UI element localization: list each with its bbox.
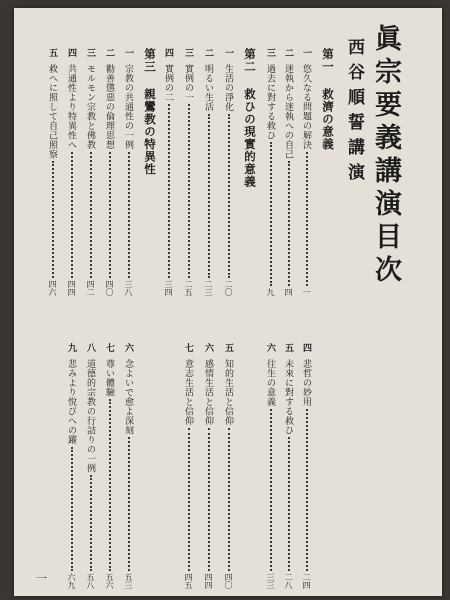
toc-entry: 二 勸善懲惡の倫理思想 四〇 — [104, 48, 114, 296]
toc-entry: 四 悲哲の妙用 二四 — [301, 343, 311, 589]
toc-entry: 三 過去に對する救ひ 九 — [265, 48, 275, 296]
toc-entry: 九 悲みより悅びへの躍 六九 — [66, 343, 76, 589]
toc-entry: 七 尊い體驗 五六 — [104, 343, 114, 589]
toc-entry: 六 念よいで愈よ深刻 五三 — [123, 343, 133, 589]
section-heading-1: 第一 救濟の意義 — [321, 48, 335, 151]
toc-entry: 五 未來に對する救ひ 二八 — [283, 343, 293, 589]
page-title: 眞宗要義講演目次 — [370, 24, 401, 288]
toc-entry: 八 道德的宗教の行詰りの一例 五八 — [85, 343, 95, 589]
section-heading-2: 第二 救ひの現實的意義 — [243, 48, 257, 188]
toc-entry: 一 生活の淨化 二〇 — [223, 48, 233, 296]
toc-entry: 一 悠久なる問題の解決 一 — [301, 48, 311, 296]
toc-entry: 六 往生の意義 三三 — [265, 343, 275, 589]
toc-entry: 四 共通性より特異性へ 四四 — [66, 48, 76, 296]
toc-entry: 一 宗教の共通性の一例 三八 — [123, 48, 133, 296]
toc-entry: 四 實例の二 三四 — [163, 48, 173, 296]
toc-entry: 六 感情生活と信仰 四四 — [203, 343, 213, 589]
toc-entry: 五 知的生活と信仰 四〇 — [223, 343, 233, 589]
toc-entry: 二 明るい生活 二三 — [203, 48, 213, 296]
author-line: 西谷順誓講演 — [344, 38, 364, 188]
toc-entry: 三 モルモン宗教と佛教 四二 — [85, 48, 95, 296]
section-heading-3: 第三 親鸞教の特異性 — [143, 48, 157, 176]
toc-entry: 七 意志生活と信仰 四五 — [183, 343, 193, 589]
toc-entry: 五 救へに照して自己照察 四六 — [47, 48, 57, 296]
toc-entry: 三 實例の一 二五 — [183, 48, 193, 296]
book-page — [14, 8, 442, 596]
page-number: 一 — [36, 572, 47, 585]
toc-entry: 二 迷執から迷執への自己 四 — [283, 48, 293, 296]
